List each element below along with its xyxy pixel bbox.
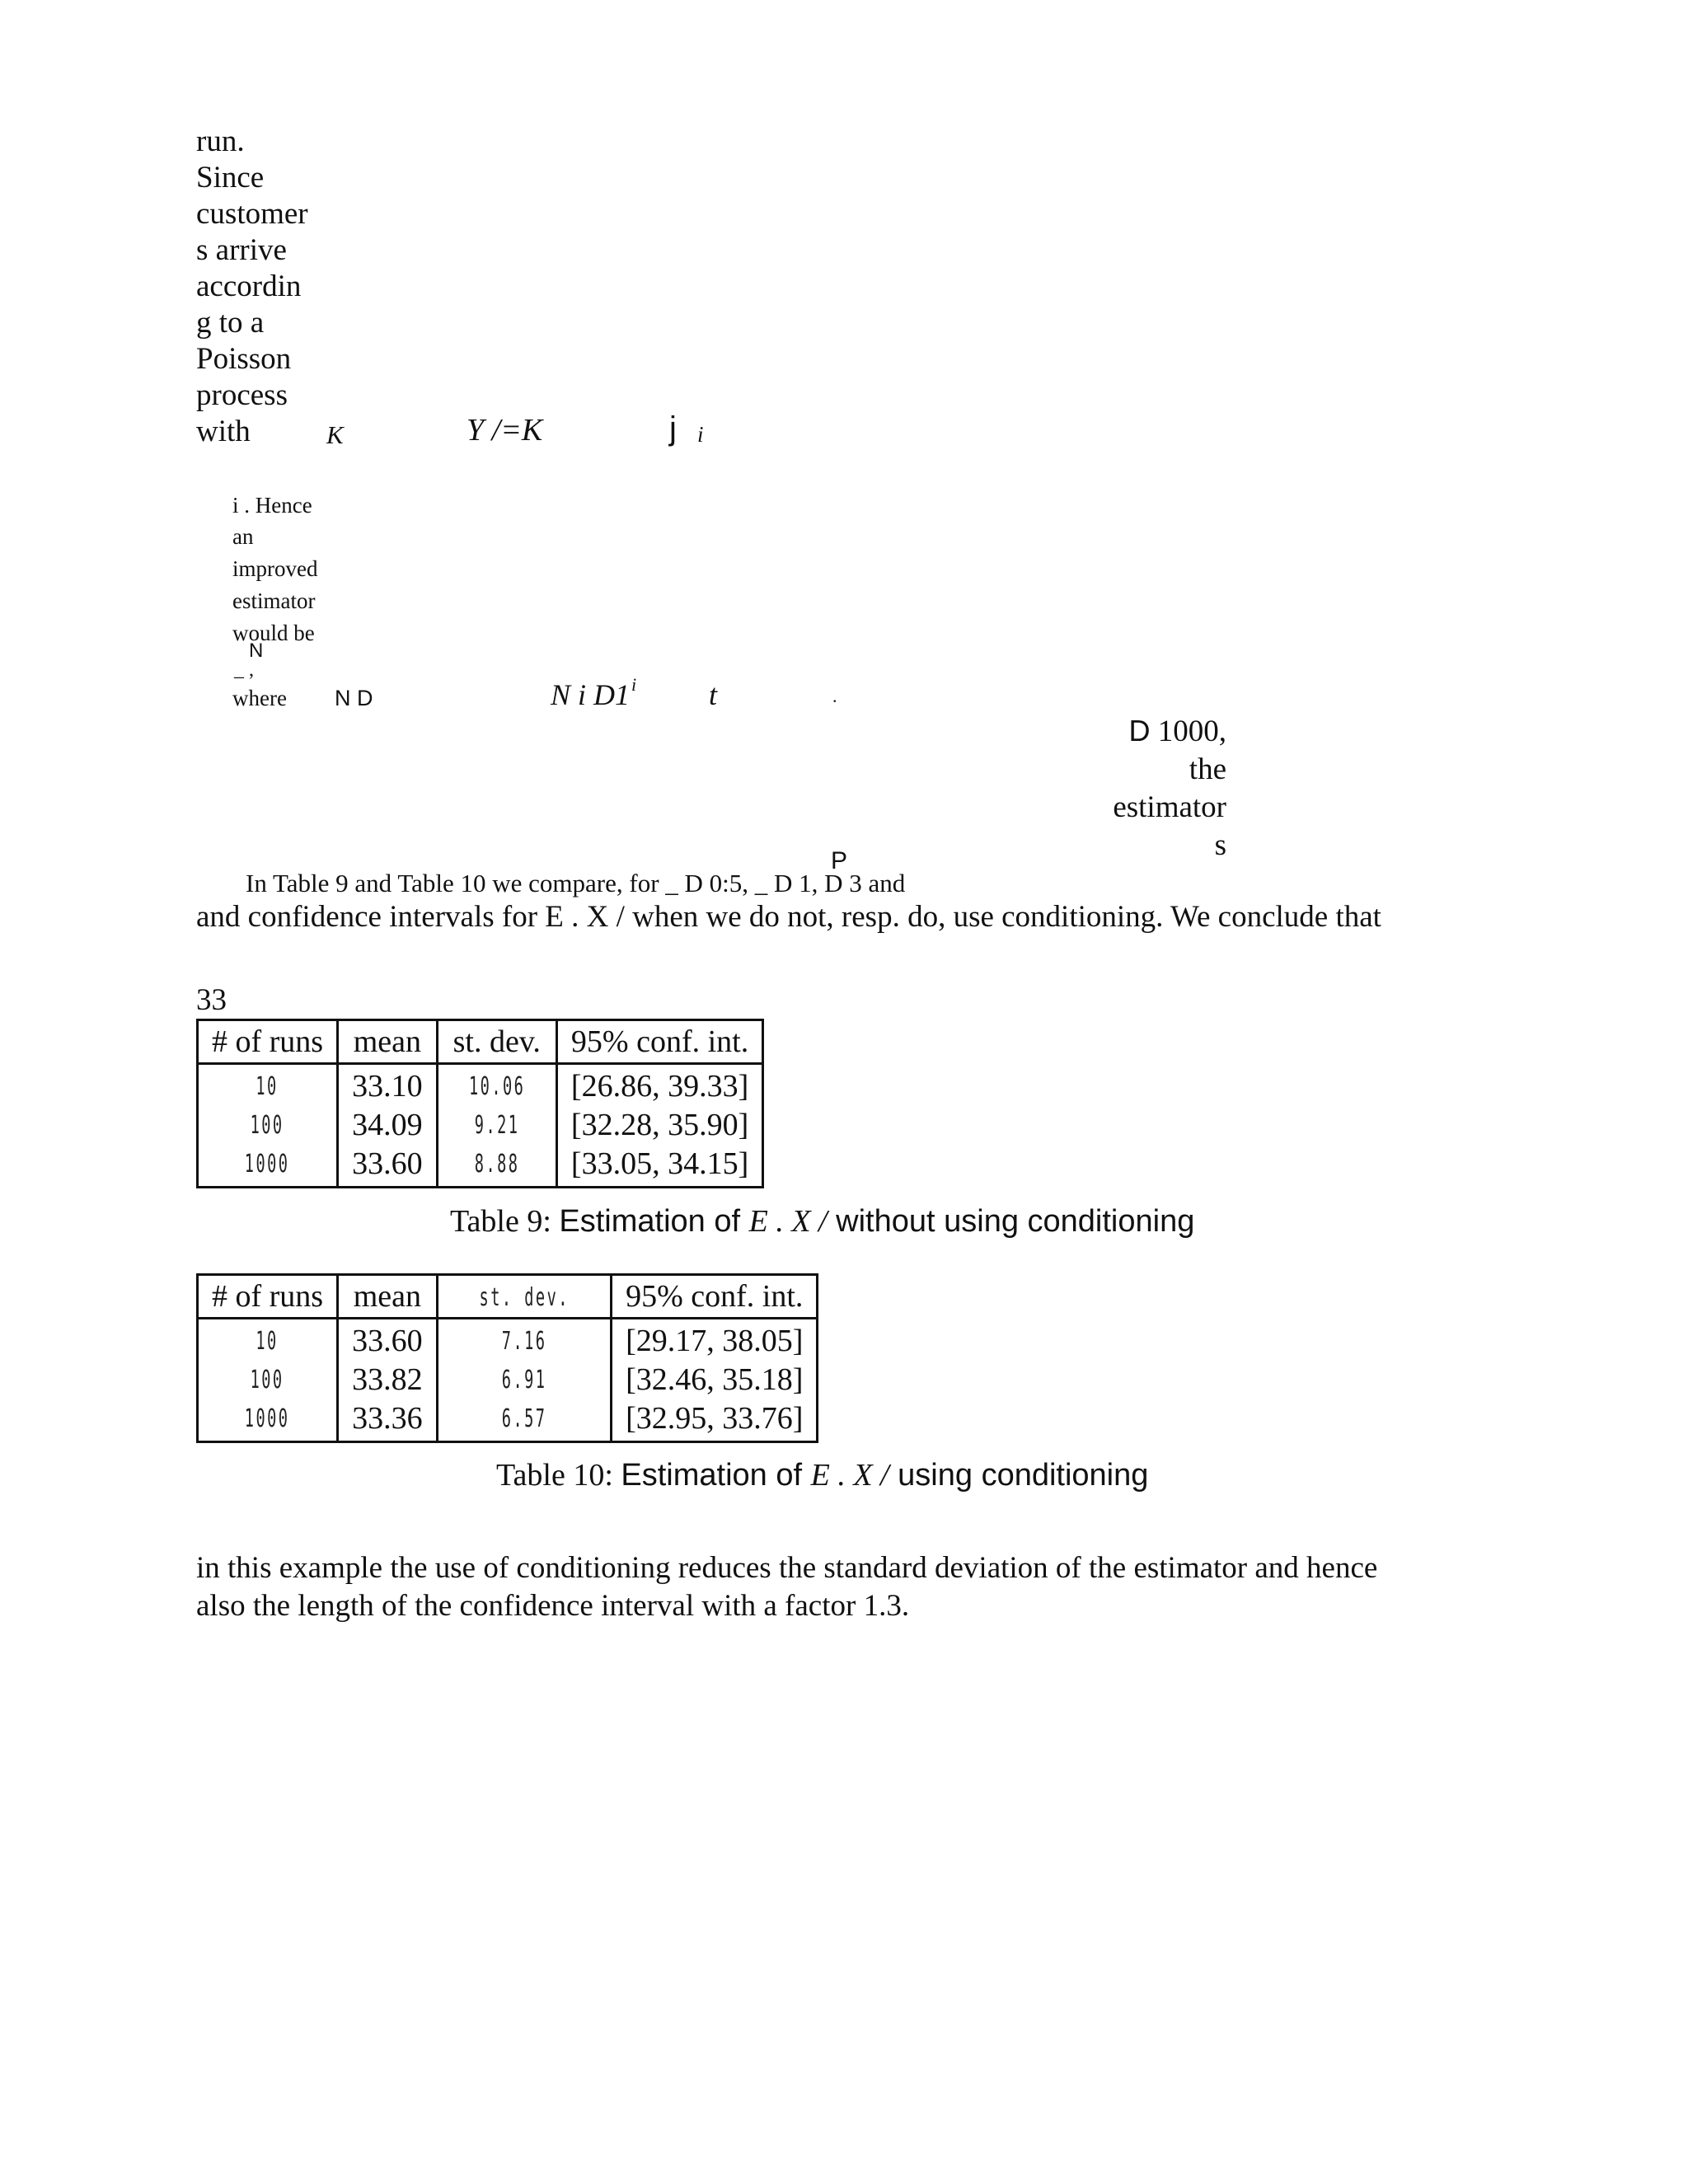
table-10-caption: [496, 1457, 1148, 1493]
caption-text: without using conditioning: [827, 1204, 1195, 1239]
column-line: customer: [196, 197, 308, 231]
caption-prefix: Table 10:: [496, 1458, 621, 1493]
runs-value: 10: [256, 1327, 279, 1356]
table-cell: [32.28, 35.90]: [570, 1107, 749, 1142]
caption-prefix: Table 9:: [450, 1204, 560, 1239]
column-line: improved: [232, 556, 318, 581]
math-fragment: N D: [335, 686, 373, 710]
column-header: 95% conf. int.: [612, 1275, 818, 1319]
table-cell: [437, 1319, 612, 1361]
table-cell: [198, 1105, 338, 1144]
fragment-line: estimator: [1113, 790, 1226, 824]
table-cell: 33.36: [338, 1399, 438, 1442]
table-cell: [32.95, 33.76]: [626, 1400, 804, 1436]
column-line: Since: [196, 161, 265, 194]
runs-value: 1000: [245, 1150, 290, 1179]
caption-math: E . X /: [748, 1204, 828, 1239]
paragraph-intro: and confidence intervals for E . X / when we do not, resp. do, use conditioning. We conclude that: [196, 900, 1381, 934]
where-label: where: [232, 686, 287, 710]
column-header: # of runs: [198, 1275, 338, 1319]
runs-value: 10: [256, 1072, 279, 1101]
fragment-line: D 1000,: [1128, 714, 1226, 748]
page-number: 33: [196, 983, 227, 1017]
table-cell: [437, 1144, 556, 1188]
column-header: 95% conf. int.: [556, 1020, 762, 1064]
table-cell: [437, 1360, 612, 1399]
column-line: run.: [196, 124, 245, 158]
table-row: [198, 1319, 818, 1361]
table-row: [198, 1144, 763, 1188]
stdev-value: 7.16: [501, 1327, 547, 1356]
runs-value: 100: [251, 1111, 285, 1140]
column-line: would be: [232, 621, 315, 645]
column-line: estimator: [232, 588, 316, 613]
fragment-line: the: [1189, 752, 1226, 786]
column-header: mean: [338, 1020, 438, 1064]
math-fragment: K: [326, 420, 344, 449]
column-header: [437, 1275, 612, 1319]
column-header: st. dev.: [437, 1020, 556, 1064]
table-row: [198, 1360, 818, 1399]
column-line: with: [196, 415, 251, 448]
table-row: [198, 1105, 763, 1144]
table-10: [196, 1273, 818, 1443]
column-line: Poisson: [196, 342, 292, 376]
estimator-symbol: N: [249, 640, 264, 662]
paragraph-conclusion: [196, 1549, 1377, 1625]
column-line: process: [196, 378, 288, 412]
runs-value: 1000: [245, 1404, 290, 1433]
sum-superscript: P: [831, 847, 848, 874]
table-cell: 34.09: [338, 1105, 438, 1144]
table-cell: 33.82: [338, 1360, 438, 1399]
stdev-value: 6.57: [501, 1404, 547, 1433]
column-line: i . Hence: [232, 493, 312, 518]
table-cell: [437, 1064, 556, 1106]
column-line: s arrive: [196, 233, 287, 267]
column-header: # of runs: [198, 1020, 338, 1064]
column-line: accordin: [196, 269, 302, 303]
math-fragment: j: [669, 410, 677, 447]
runs-value: 100: [251, 1366, 285, 1394]
paragraph-line: also the length of the confidence interval with a factor 1.3.: [196, 1589, 910, 1623]
caption-text: using conditioning: [889, 1458, 1149, 1493]
paragraph-line: in this example the use of conditioning reduces the standard deviation of the estimator and hence: [196, 1551, 1378, 1585]
caption-math: E . X /: [810, 1458, 889, 1493]
math-fragment: .: [832, 686, 837, 706]
table-cell: [33.05, 34.15]: [570, 1146, 749, 1181]
table-cell: 33.60: [338, 1319, 438, 1361]
table-row: [198, 1399, 818, 1442]
table-cell: [198, 1319, 338, 1361]
stdev-value: 10.06: [468, 1072, 525, 1101]
stdev-value: 8.88: [474, 1150, 520, 1179]
table-cell: 33.60: [338, 1144, 438, 1188]
table-cell: [32.46, 35.18]: [626, 1361, 804, 1397]
math-fragment: i: [697, 422, 704, 447]
table-9-caption: [450, 1203, 1194, 1240]
estimator-subscript: _ ,: [234, 659, 254, 681]
table-cell: 33.10: [338, 1064, 438, 1106]
stdev-value: 9.21: [474, 1111, 520, 1140]
table-cell: [198, 1360, 338, 1399]
table-cell: [26.86, 39.33]: [570, 1068, 749, 1104]
table-cell: [198, 1399, 338, 1442]
math-fragment: Y /=K: [467, 413, 543, 448]
column-line: g to a: [196, 306, 265, 340]
fragment-line: s: [1214, 828, 1226, 862]
table-cell: [198, 1064, 338, 1106]
table-cell: [437, 1399, 612, 1442]
table-row: [198, 1064, 763, 1106]
math-fragment: N i D1: [551, 678, 631, 711]
table-cell: [29.17, 38.05]: [626, 1323, 804, 1358]
caption-text: Estimation of: [621, 1458, 811, 1493]
stdev-value: 6.91: [501, 1366, 547, 1394]
compare-line: In Table 9 and Table 10 we compare, for _ D 0:5, _ D 1, D 3 and: [246, 869, 906, 898]
table-cell: [198, 1144, 338, 1188]
table-9: [196, 1019, 764, 1188]
stdev-header: st. dev.: [479, 1282, 570, 1312]
column-line: an: [232, 524, 254, 549]
math-fragment: t: [709, 678, 718, 711]
column-header: mean: [338, 1275, 438, 1319]
math-fragment: i: [631, 674, 637, 695]
caption-text: Estimation of: [559, 1204, 749, 1239]
table-cell: [437, 1105, 556, 1144]
